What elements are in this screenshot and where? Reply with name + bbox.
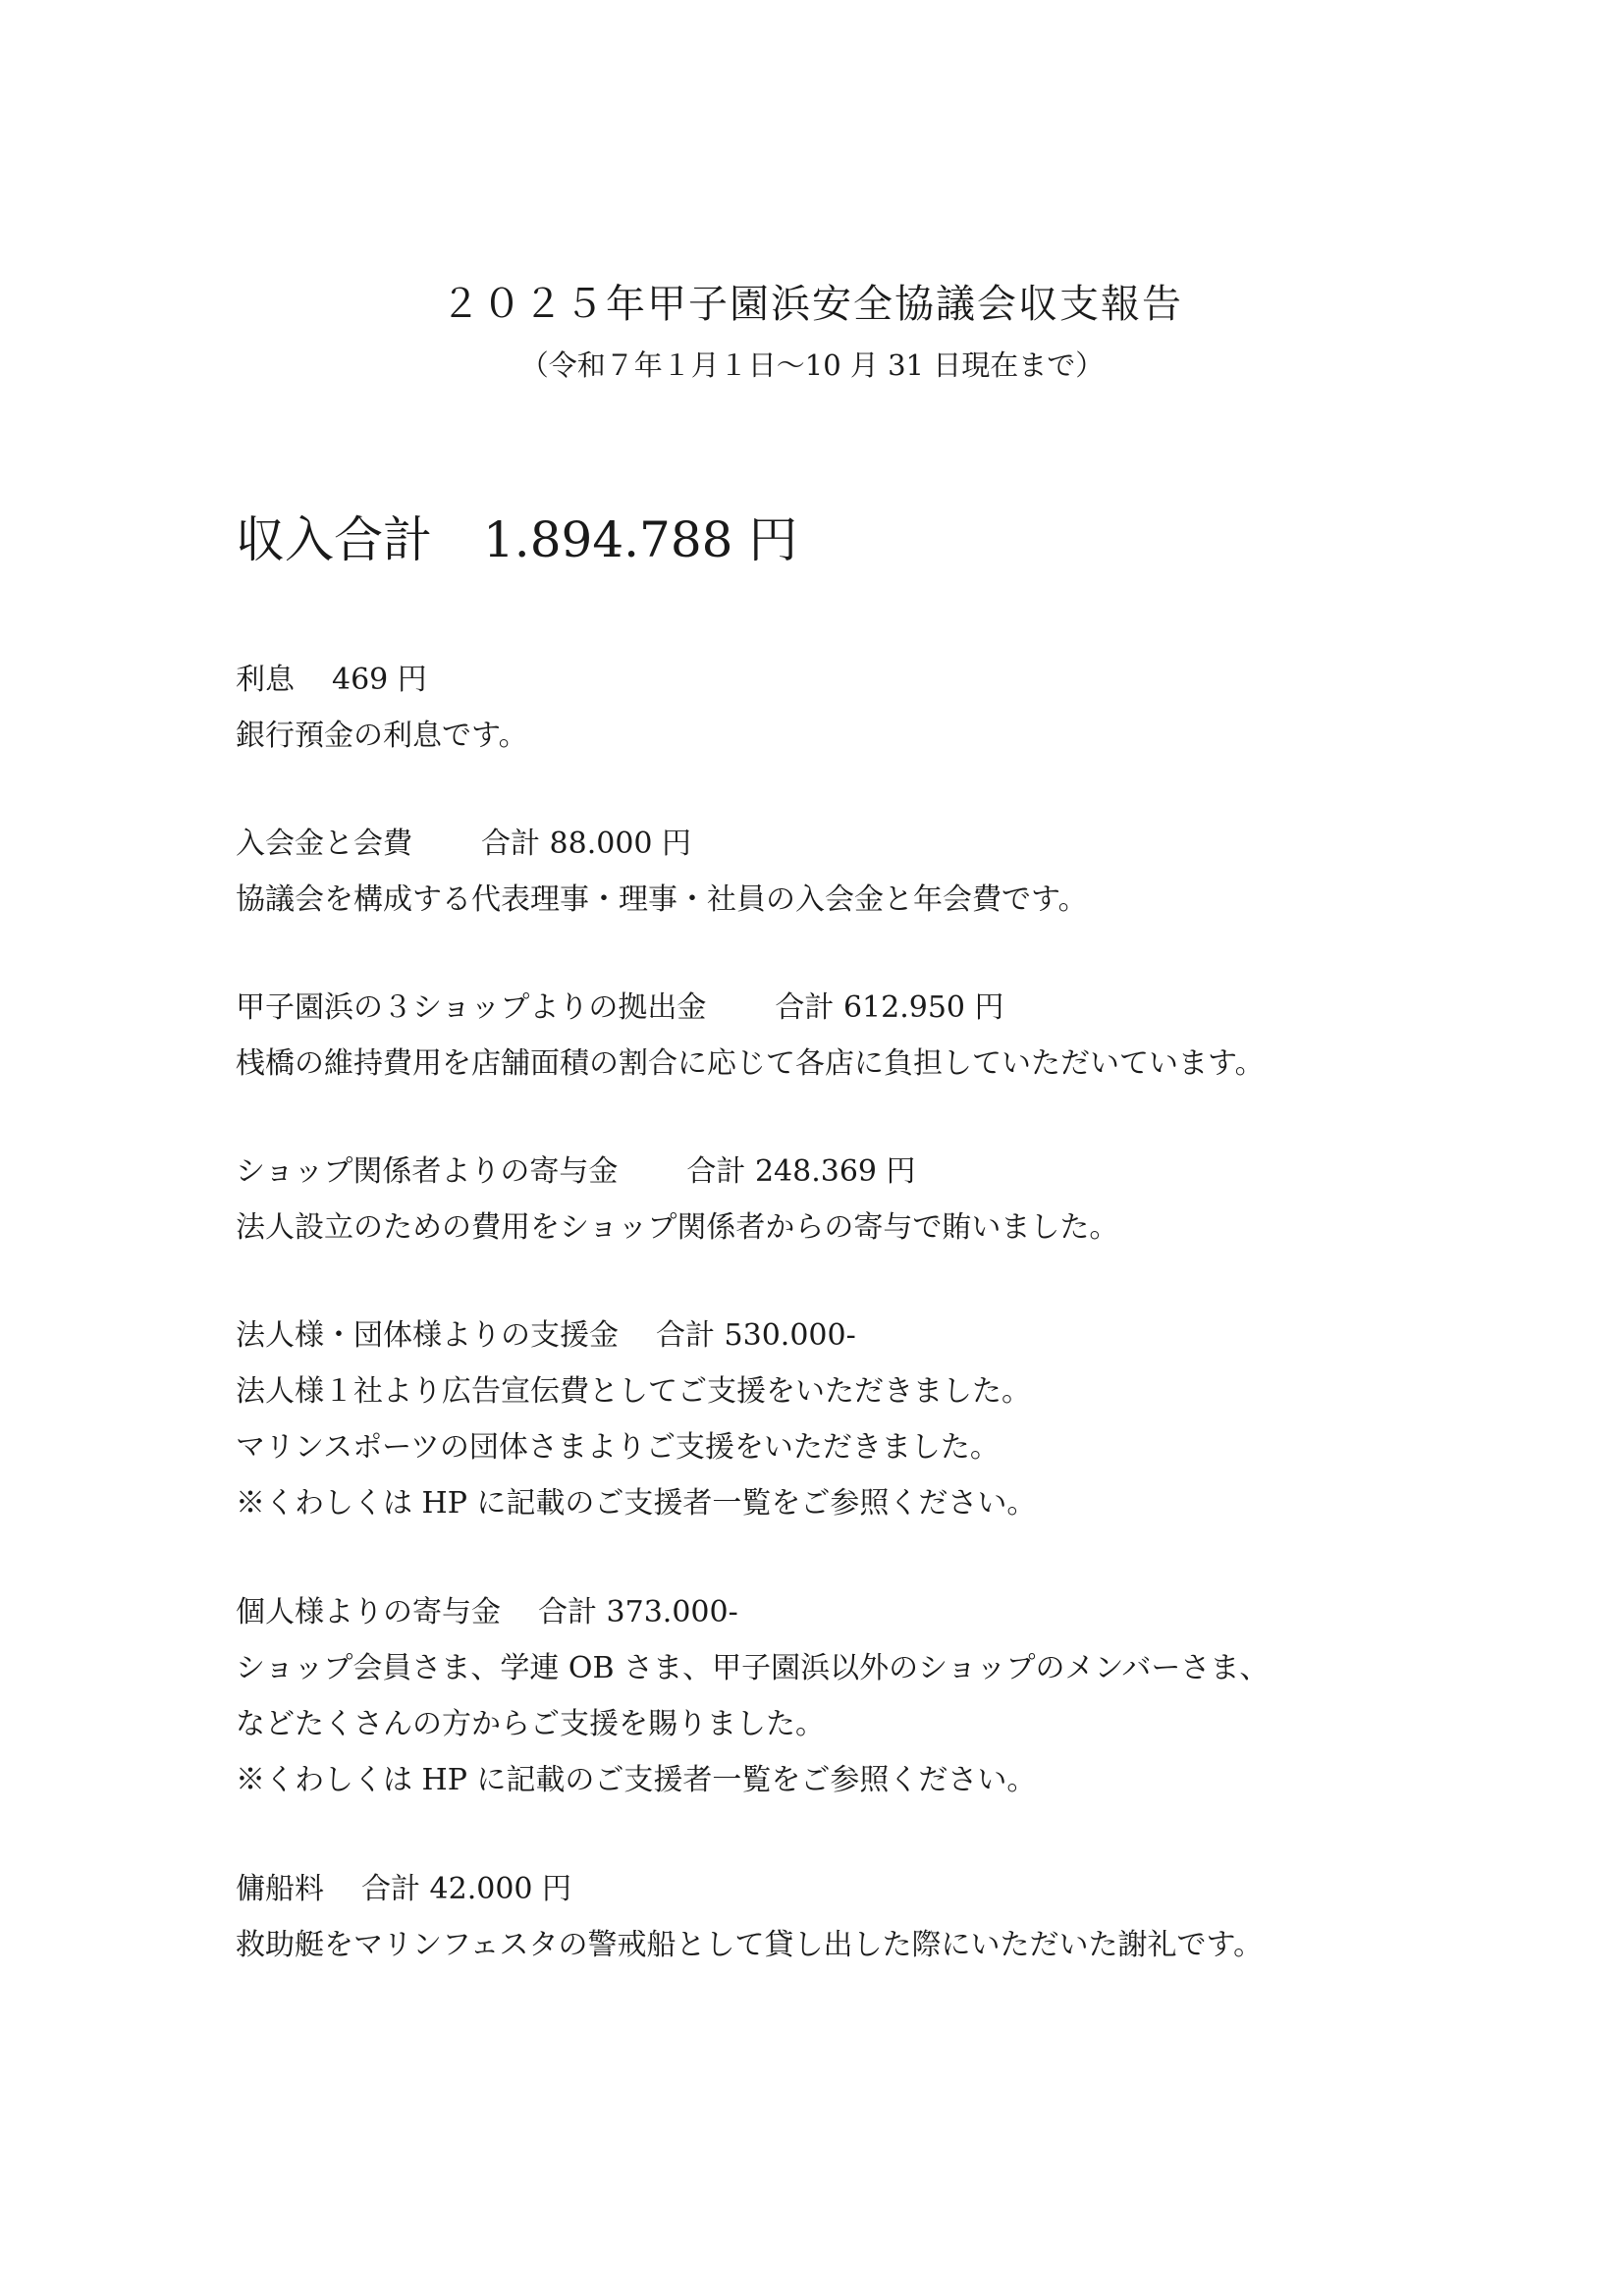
section-heading-label: 個人様よりの寄与金 (236, 1595, 501, 1629)
section-heading-amount: 合計 612.950 円 (775, 990, 1004, 1025)
section-description: ショップ会員さま、学連 OB さま、甲子園浜以外のショップのメンバーさま、 (236, 1651, 1270, 1685)
income-section-membership (236, 816, 1492, 928)
income-section-individual-donation (236, 1584, 1492, 1808)
section-description: マリンスポーツの団体さまよりご支援をいただきました。 (236, 1430, 1000, 1465)
income-total (236, 506, 797, 574)
section-description: 法人設立のための費用をショップ関係者からの寄与で賄いました。 (236, 1210, 1119, 1245)
section-description: 法人様１社より広告宣伝費としてご支援をいただきました。 (236, 1374, 1031, 1409)
section-description: ※くわしくは HP に記載のご支援者一覧をご参照ください。 (236, 1486, 1037, 1521)
section-heading (236, 1308, 1492, 1363)
income-section-shop-related-donation (236, 1144, 1492, 1255)
section-heading (236, 1861, 1492, 1917)
income-section-charter-fee (236, 1861, 1492, 1973)
document-title: ２０２５年甲子園浜安全協議会収支報告 (441, 282, 1183, 327)
section-heading (236, 816, 1492, 872)
section-heading-amount: 合計 248.369 円 (686, 1154, 916, 1189)
income-total-amount: 1.894.788 円 (483, 511, 798, 568)
section-heading-label: ショップ関係者よりの寄与金 (236, 1154, 619, 1189)
section-description: 協議会を構成する代表理事・理事・社員の入会金と年会費です。 (236, 882, 1088, 917)
section-heading-amount: 合計 42.000 円 (361, 1872, 572, 1906)
section-heading (236, 1144, 1492, 1200)
income-section-interest (236, 652, 1492, 764)
income-section-shop-contribution (236, 980, 1492, 1092)
section-heading-amount: 合計 88.000 円 (481, 827, 692, 861)
document-subtitle: （令和７年１月１日～10 月 31 日現在まで） (519, 348, 1105, 382)
section-description: 銀行預金の利息です。 (236, 719, 528, 753)
section-description: 救助艇をマリンフェスタの警戒船として貸し出した際にいただいた謝礼です。 (236, 1928, 1264, 1962)
section-heading (236, 980, 1492, 1036)
section-heading (236, 652, 1492, 708)
section-heading-amount: 469 円 (332, 663, 427, 697)
section-description: などたくさんの方からご支援を賜りました。 (236, 1707, 825, 1741)
income-section-corporate-support (236, 1308, 1492, 1531)
section-heading-label: 入会金と会費 (236, 827, 412, 861)
section-description: 桟橋の維持費用を店舗面積の割合に応じて各店に負担していただいています。 (236, 1046, 1265, 1081)
income-total-label: 収入合計 (236, 511, 432, 568)
section-heading-label: 利息 (236, 663, 295, 697)
section-heading-amount: 合計 373.000- (538, 1595, 738, 1629)
section-description: ※くわしくは HP に記載のご支援者一覧をご参照ください。 (236, 1763, 1037, 1797)
section-heading-label: 法人様・団体様よりの支援金 (236, 1318, 619, 1353)
section-heading (236, 1584, 1492, 1640)
section-heading-label: 甲子園浜の３ショップよりの拠出金 (236, 990, 707, 1025)
section-heading-amount: 合計 530.000- (656, 1318, 856, 1353)
section-heading-label: 傭船料 (236, 1872, 324, 1906)
